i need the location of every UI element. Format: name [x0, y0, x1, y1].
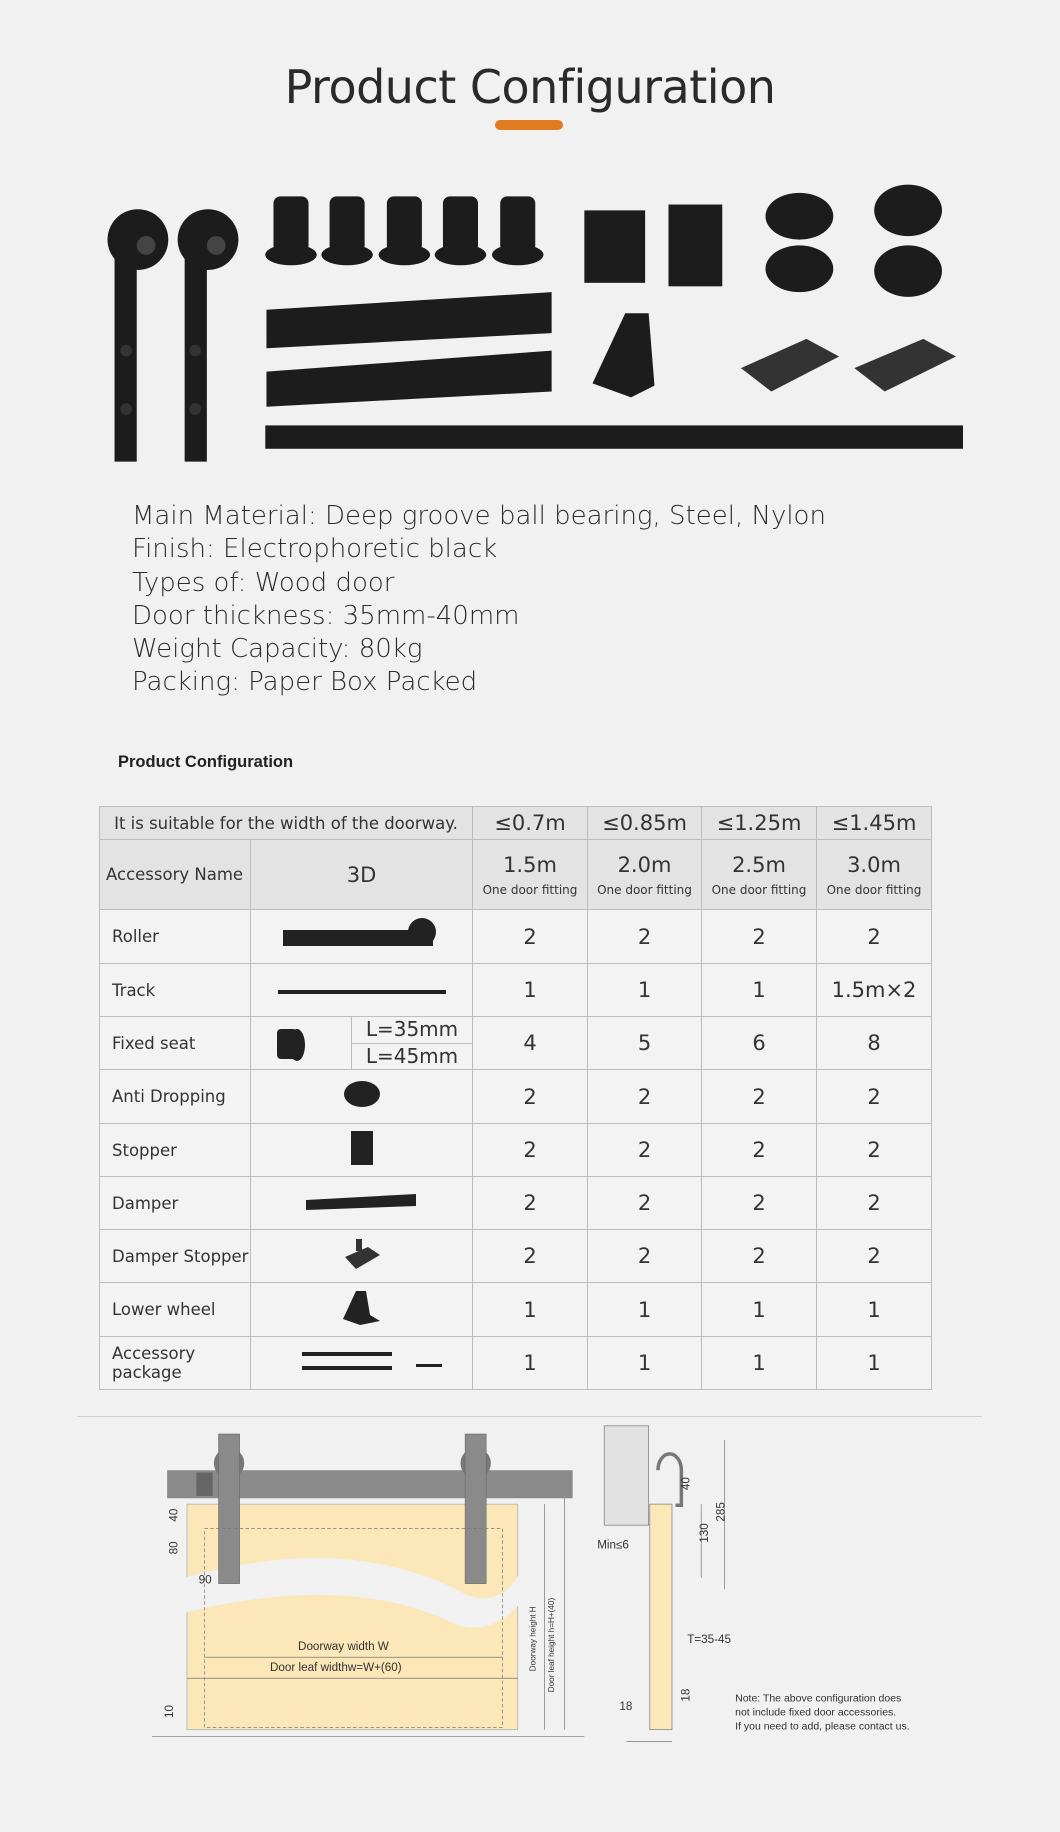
length-35: L=35mm	[352, 1017, 472, 1044]
quantity-cell: 2	[702, 1124, 817, 1177]
track-length-cell: 3.0m One door fitting	[817, 840, 932, 910]
spec-finish: Finish: Electrophoretic black	[132, 534, 498, 565]
quantity-cell: 2	[817, 1230, 932, 1283]
quantity-cell: 1	[817, 1283, 932, 1337]
accessory-name: Accessory package	[100, 1337, 251, 1390]
length-45: L=45mm	[365, 1043, 459, 1068]
page-title: Product Configuration	[284, 60, 776, 114]
doorway-width: ≤0.7m	[473, 807, 588, 840]
spec-material: Main Material: Deep groove ball bearing, Steel, Nylon	[132, 501, 826, 531]
doorway-width: ≤1.25m	[702, 807, 817, 840]
dim-90: 90	[198, 1573, 212, 1587]
quantity-cell: 5	[588, 1017, 702, 1070]
quantity-cell: 8	[817, 1017, 932, 1070]
quantity-cell: 2	[473, 1070, 588, 1124]
accessory-name: Lower wheel	[100, 1283, 251, 1337]
quantity-cell: 1	[473, 964, 588, 1017]
quantity-cell: 2	[588, 1177, 702, 1230]
quantity-cell: 1	[702, 1283, 817, 1337]
quantity-cell: 6	[702, 1017, 817, 1070]
quantity-cell: 1	[588, 1283, 702, 1337]
quantity-cell: 1	[588, 1337, 702, 1390]
accessory-name: Stopper	[100, 1124, 251, 1177]
quantity-cell: 2	[702, 1070, 817, 1124]
quantity-cell: 2	[473, 1177, 588, 1230]
door-leaf-height-label: Door leaf height h=H+(40)	[546, 1597, 556, 1693]
track-length-cell: 1.5m One door fitting	[473, 840, 588, 910]
quantity-cell: 1	[473, 1283, 588, 1337]
quantity-cell: 2	[588, 1070, 702, 1124]
door-leaf-width-label: Door leaf widthw=W+(60)	[269, 1661, 402, 1675]
accessory-name: Roller	[100, 910, 251, 964]
accessory-name: Damper	[100, 1177, 251, 1230]
quantity-cell: 2	[473, 1230, 588, 1283]
quantity-cell: 2	[702, 910, 817, 964]
accessory-name: Track	[100, 964, 251, 1017]
quantity-cell: 1.5m×2	[817, 964, 932, 1017]
track-length-cell: 2.0m One door fitting	[588, 840, 702, 910]
doorway-width: ≤1.45m	[817, 807, 932, 840]
accessory-header: Accessory Name	[100, 840, 251, 910]
quantity-cell: 1	[702, 964, 817, 1017]
accessory-name: Anti Dropping	[100, 1070, 251, 1124]
quantity-cell: 2	[817, 910, 932, 964]
doorway-label: It is suitable for the width of the doorway.	[100, 807, 473, 840]
doorway-width: ≤0.85m	[588, 807, 702, 840]
quantity-cell: 2	[817, 1177, 932, 1230]
quantity-cell: 1	[473, 1337, 588, 1390]
track-length-cell: 2.5m One door fitting	[702, 840, 817, 910]
dim-80: 80	[167, 1541, 181, 1555]
quantity-cell: 2	[588, 910, 702, 964]
note-line-1: Note: The above configuration does	[735, 1692, 902, 1705]
dim-10: 10	[162, 1705, 176, 1718]
spec-weight: Weight Capacity: 80kg	[132, 634, 423, 665]
accessory-name: Damper Stopper	[100, 1230, 251, 1283]
spec-type: Types of: Wood door	[132, 567, 395, 598]
quantity-cell: 1	[588, 964, 702, 1017]
min-gap-label: Min≤6	[597, 1538, 629, 1552]
side-dim-18: 18	[619, 1699, 633, 1713]
quantity-cell: 2	[702, 1177, 817, 1230]
spec-thickness: Door thickness: 35mm-40mm	[132, 600, 520, 631]
quantity-cell: 2	[702, 1230, 817, 1283]
note-line-2: not include fixed door accessories.	[735, 1706, 897, 1719]
doorway-width-label: Doorway width W	[298, 1640, 389, 1654]
note-line-3: If you need to add, please contact us.	[735, 1720, 910, 1733]
side-dim-285: 285	[714, 1502, 728, 1522]
quantity-cell: 4	[473, 1017, 588, 1070]
side-dim-40: 40	[679, 1477, 693, 1491]
quantity-cell: 1	[702, 1337, 817, 1390]
accessory-name: Fixed seat	[100, 1017, 251, 1070]
doorway-height-label: Doorway height H	[528, 1606, 538, 1672]
dim-40: 40	[167, 1508, 181, 1522]
quantity-cell: 2	[588, 1124, 702, 1177]
threed-header: 3D	[251, 840, 473, 910]
quantity-cell: 1	[817, 1337, 932, 1390]
quantity-cell: 2	[473, 910, 588, 964]
side-dim-130: 130	[698, 1523, 712, 1543]
table-title: Product Configuration	[118, 753, 294, 771]
quantity-cell: 2	[817, 1124, 932, 1177]
thickness-label: T=35-45	[687, 1633, 732, 1647]
quantity-cell: 2	[588, 1230, 702, 1283]
quantity-cell: 2	[817, 1070, 932, 1124]
side-dim-18: 18	[679, 1688, 693, 1702]
spec-packing: Packing: Paper Box Packed	[132, 667, 478, 698]
quantity-cell: 2	[473, 1124, 588, 1177]
